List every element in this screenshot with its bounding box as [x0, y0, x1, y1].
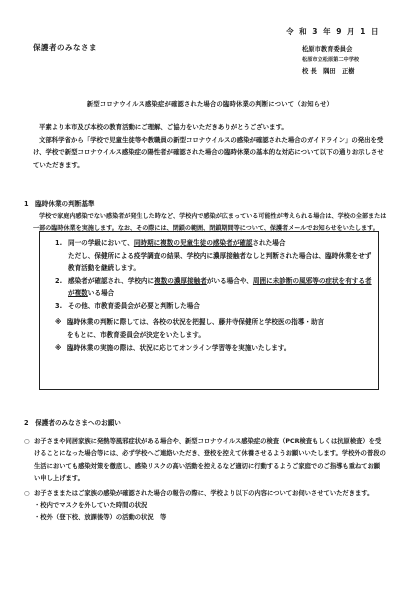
sender-block — [302, 44, 359, 77]
note-mark: ※ — [55, 344, 62, 352]
box-note — [55, 316, 373, 341]
item-number: 1. — [55, 239, 63, 247]
criteria-item — [55, 237, 373, 275]
item2-underlined-2: 周囲に未診断の風邪等の症状を有する者が複数 — [68, 276, 372, 297]
sender-principal: 校 長 隅田 正樹 — [302, 68, 355, 75]
criteria-box — [39, 231, 379, 390]
criteria-item — [55, 300, 373, 313]
item1-text: 同一の学級において、 — [68, 239, 134, 247]
section2-heading: 2 保護者のみなさまへのお願い — [24, 419, 121, 427]
addressee: 保護者のみなさま — [33, 43, 97, 52]
issue-date: 令 和 3 年 9 月 1 日 — [286, 27, 380, 36]
item1-continuation: ただし、保健所による疫学調査の結果、学校内に濃厚接触者なしと判断された場合は、臨時休業をせず教育活動を継続します。 — [68, 251, 372, 272]
note1-continuation: をもとに、市教育委員会が決定をいたします。 — [67, 330, 205, 339]
section1-heading: 1 臨時休業の判断基準 — [24, 200, 95, 208]
note2-text: 臨時休業の実施の際は、状況に応じてオンライン学習等を実施いたします。 — [67, 344, 291, 352]
item1-suffix: された場合 — [252, 239, 286, 247]
box-note — [55, 342, 373, 355]
bullet-mark: ○ — [24, 438, 30, 445]
requests-list — [24, 436, 386, 525]
sender-school: 松原市立松原第二中学校 — [302, 57, 360, 63]
item2-underlined-1: 複数の濃厚接触者 — [154, 276, 207, 285]
intro-paragraph: 文部科学省から「学校で児童生徒等や教職員の新型コロナウイルスの感染が確認された場合のガイドライン」の発出を受け、学校で新型コロナウイルス感染症の陽性者が確認された場合の臨時休業の基本的な対応について以下の通りお示しさせていただきます。 — [33, 135, 384, 169]
item2-text: 感染者が確認され、学校内に — [68, 276, 155, 285]
notice-title: 新型コロナウイルス感染症が確認された場合の臨時休業の判断について（お知らせ） — [86, 101, 334, 108]
request-item — [24, 436, 386, 486]
criteria-item — [55, 275, 373, 300]
item-number: 3. — [55, 301, 63, 310]
request2-text: お子さままたはご家族の感染が確認された場合の報告の際に、学校より以下の内容についてお伺いさせていただきます。 — [34, 489, 374, 497]
item3-text: その他、市教育委員会が必要と判断した場合 — [68, 301, 200, 310]
item2-mid: がいる場合や、 — [206, 276, 253, 285]
request-subitem: ・校内でマスクを外していた時間の状況 — [34, 502, 148, 510]
intro-paragraph: 平素より本市及び本校の教育活動にご理解、ご協力をいただきありがとうございます。 — [39, 123, 288, 131]
note1-text: 臨時休業の判断に際しては、各校の状況を把握し、藤井寺保健所と学校医の指導・助言 — [67, 318, 325, 326]
item2-suffix: いる場合 — [87, 289, 115, 297]
item-number: 2. — [55, 276, 63, 285]
note-mark: ※ — [55, 318, 62, 326]
request-subitem: ・校外（登下校、放課後等）の活動の状況 等 — [34, 514, 167, 522]
intro-text — [33, 121, 389, 171]
bullet-mark: ○ — [24, 489, 30, 497]
request1-text: お子さまや同居家族に発熱等風邪症状がある場合や、新型コロナウイルス感染症の検査（PCR検査もしくは抗原検査）を受けることになった場合等には、必ず学校へご連絡いただき、登校を控えて休養させるようお願いいたします。学校外の普段の生活においても感染対策を徹底し、感染リスクの高い活動を控えるなど適切に行動するようご家庭でのご指導も重ねてお願い申し上げます。 — [34, 438, 386, 483]
item1-underlined: 同時期に複数の児童生徒の感染者が確認 — [133, 239, 253, 247]
sender-org: 松原市教育委員会 — [302, 46, 353, 53]
section1-body: 学校で家庭内感染でない感染者が発生した時など、学校内で感染が広まっている可能性が考えられる場合は、学校の全部または一部の臨時休業を実施します。なお、その際には、閉鎖の範囲、閉鎖期間等について、保護者メールでお知らせをいたします。 — [33, 213, 387, 232]
request-item — [24, 488, 386, 500]
